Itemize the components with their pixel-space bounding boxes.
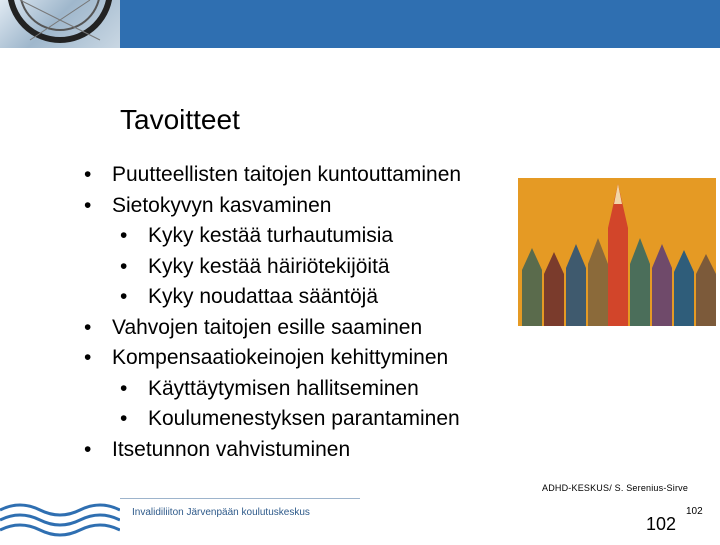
list-item <box>84 313 524 344</box>
list-item-text: Sietokyvyn kasvaminen <box>112 193 332 217</box>
list-item-text: Vahvojen taitojen esille saaminen <box>112 315 423 339</box>
header-photo <box>0 0 120 48</box>
wave-logo-icon <box>0 500 120 540</box>
list-item-text: Käyttäytymisen hallitseminen <box>148 376 419 400</box>
list-item-text: Kyky noudattaa sääntöjä <box>148 285 378 308</box>
list-item-text: Kompensaatiokeinojen kehittyminen <box>112 346 449 369</box>
list-item-text: Puutteellisten taitojen kuntouttaminen <box>112 163 462 186</box>
bullet-glyph: • <box>120 254 128 278</box>
bullet-glyph: • <box>84 437 92 461</box>
bullet-glyph: • <box>84 315 92 339</box>
bullet-glyph: • <box>84 193 92 217</box>
footer-divider <box>120 498 360 499</box>
bullet-glyph: • <box>120 376 128 400</box>
bullet-glyph: • <box>120 224 128 247</box>
list-item <box>84 343 524 374</box>
list-subitem <box>84 282 524 313</box>
bullet-glyph: • <box>120 407 128 430</box>
list-item-text: Kyky kestää turhautumisia <box>148 224 394 247</box>
list-item <box>84 191 524 222</box>
page-number-small: 102 <box>686 506 703 517</box>
list-subitem <box>84 252 524 283</box>
bullet-glyph: • <box>120 285 128 308</box>
slide-title: Tavoitteet <box>120 104 240 135</box>
list-item-text: Itsetunnon vahvistuminen <box>112 437 351 461</box>
page-number: 102 <box>646 514 677 534</box>
pencils-photo <box>518 178 716 326</box>
bullet-list <box>84 160 524 465</box>
list-item <box>84 435 524 466</box>
list-subitem <box>84 404 524 435</box>
list-subitem <box>84 221 524 252</box>
list-subitem <box>84 374 524 405</box>
bullet-glyph: • <box>84 163 92 186</box>
pencil-group <box>522 184 716 326</box>
bullet-glyph: • <box>84 346 92 369</box>
list-item-text: Kyky kestää häiriötekijöitä <box>148 254 390 278</box>
list-item <box>84 160 524 191</box>
organization-name: Invalidiliiton Järvenpään koulutuskeskus <box>132 507 310 518</box>
credit-text: ADHD-KESKUS/ S. Serenius-Sirve <box>542 483 689 493</box>
list-item-text: Koulumenestyksen parantaminen <box>148 407 460 430</box>
